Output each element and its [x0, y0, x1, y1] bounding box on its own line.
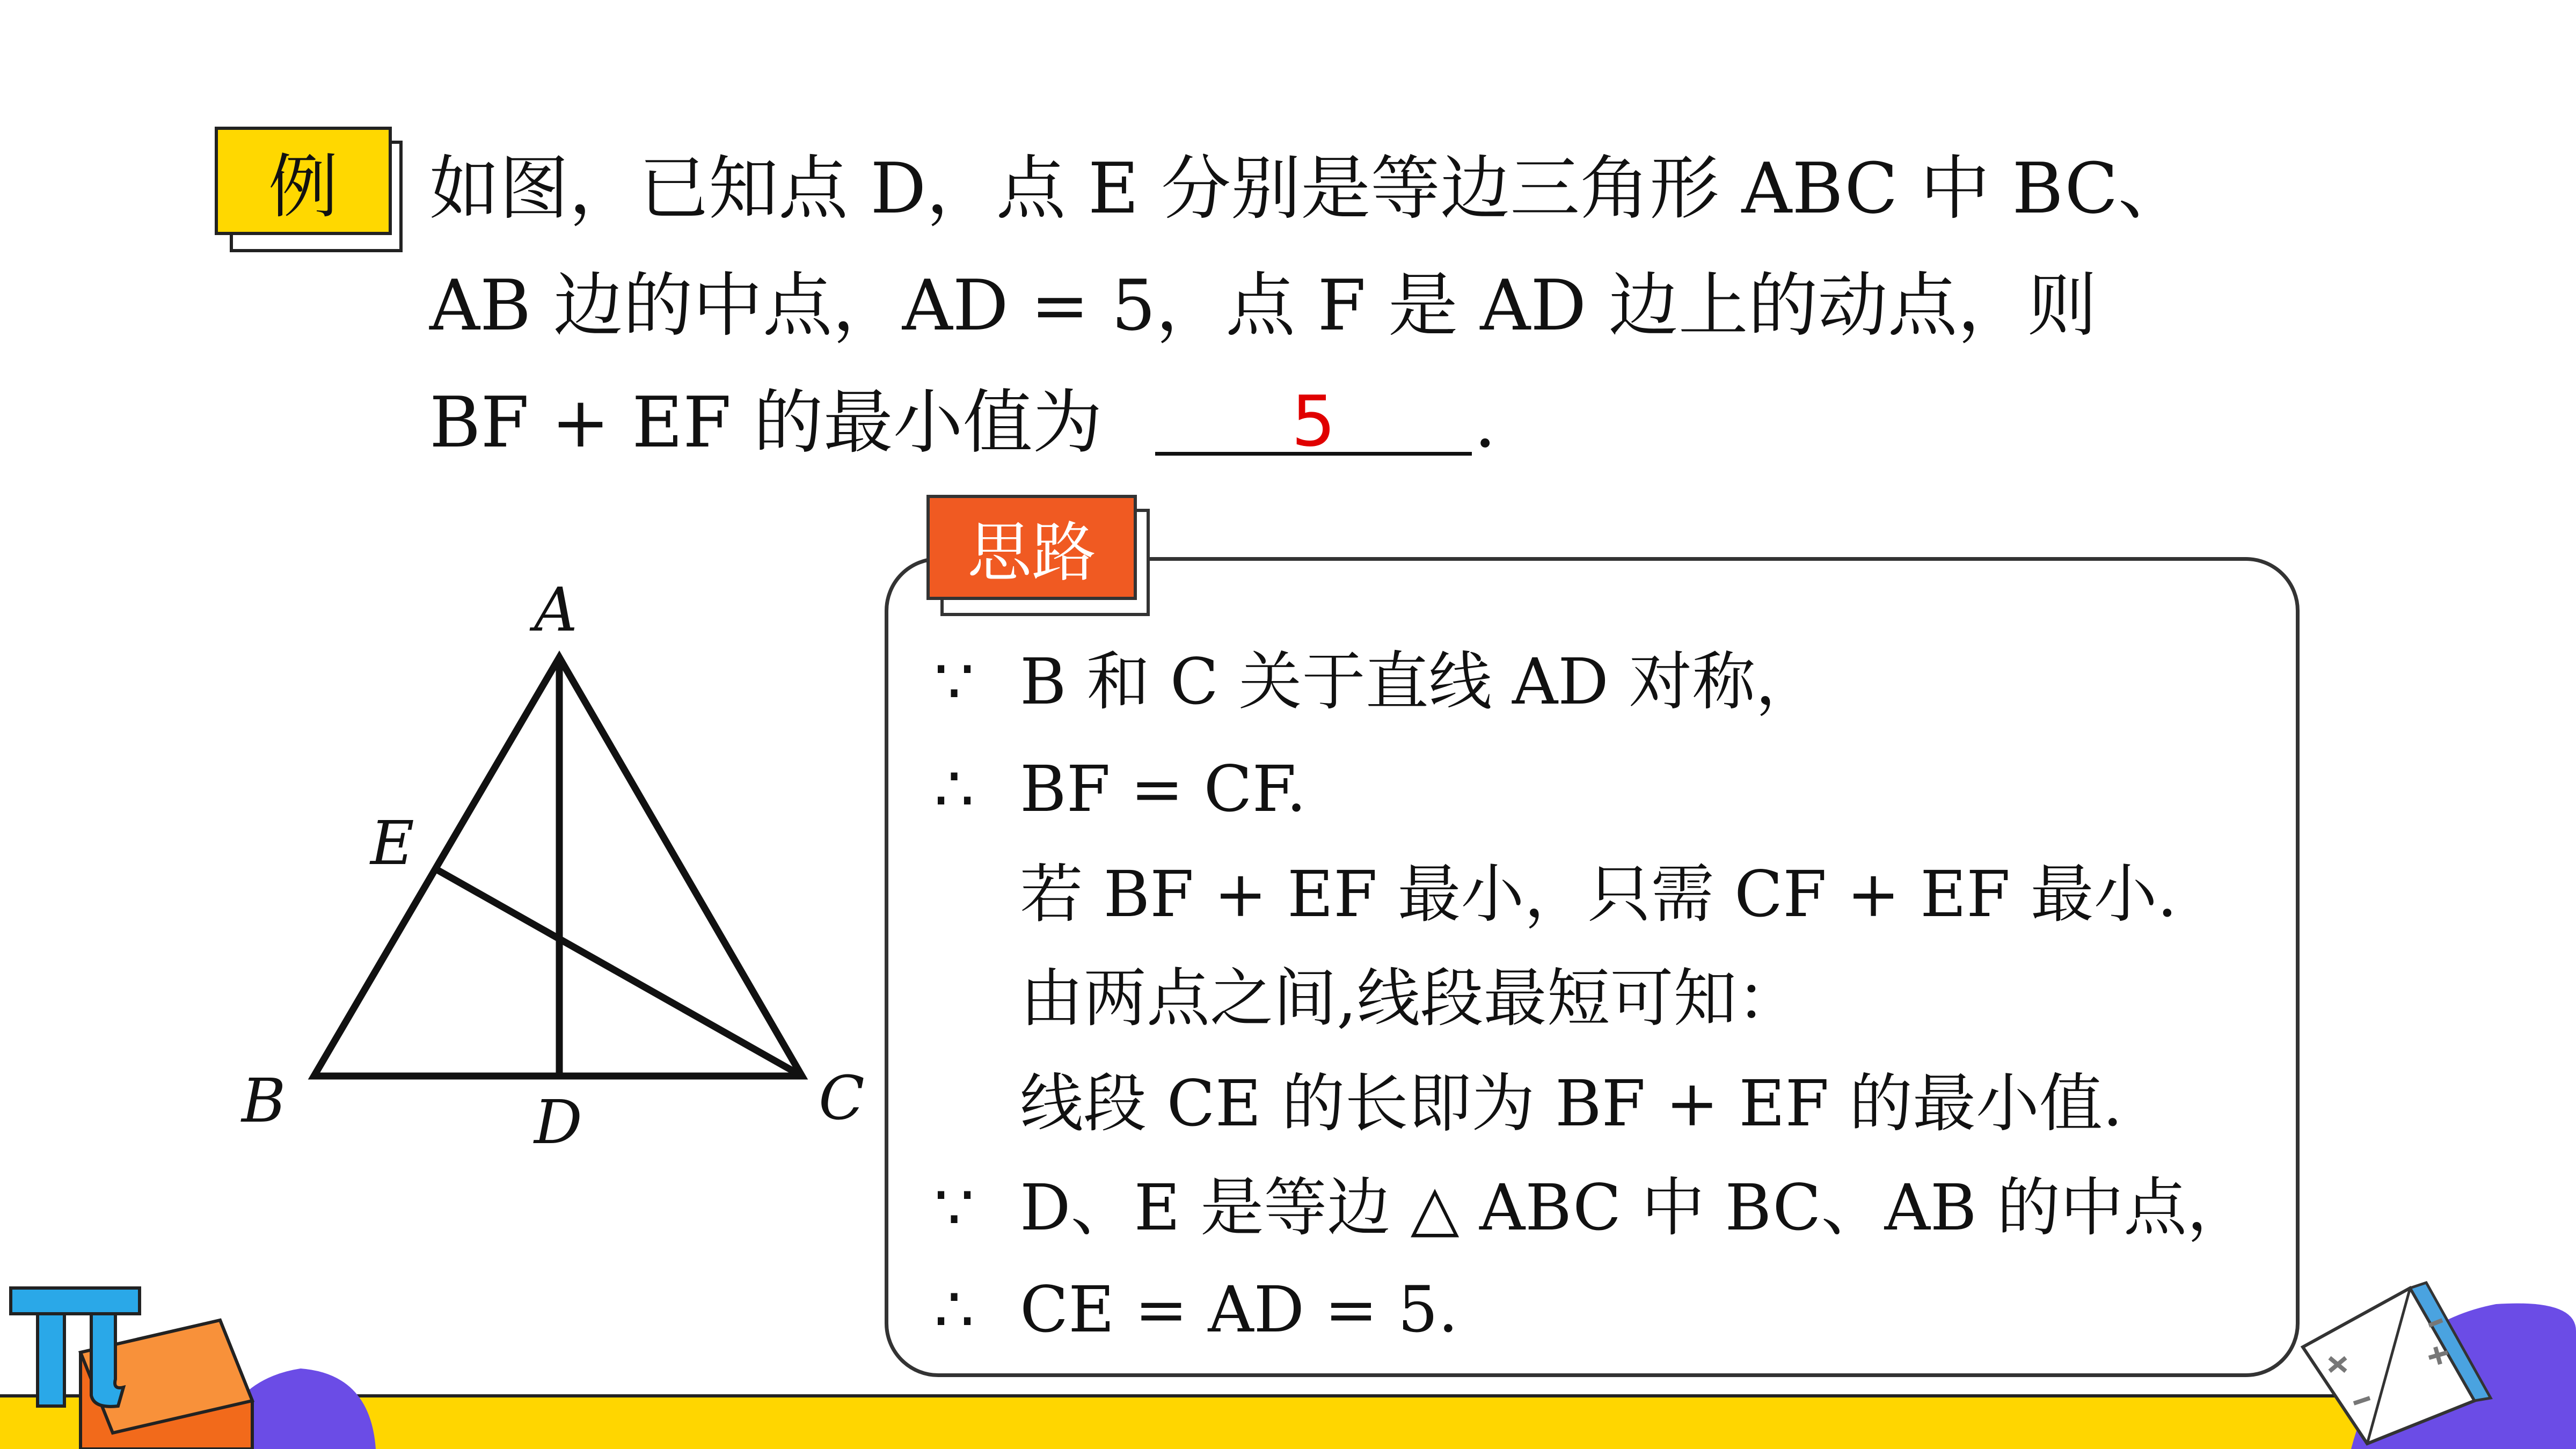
example-badge-label: 例 [268, 145, 338, 228]
pi-decoration [0, 1277, 376, 1449]
book-decoration [2244, 1267, 2576, 1449]
label-a: A [534, 575, 578, 645]
hint-line-6: ∵ D、E 是等边 △ ABC 中 BC、AB 的中点， [934, 1170, 2251, 1245]
label-d: D [534, 1088, 582, 1158]
question-line-1: 如图，已知点 D，点 E 分别是等边三角形 ABC 中 BC、 [429, 148, 2188, 229]
segment-ce [436, 869, 802, 1076]
bottom-band [0, 1394, 2576, 1449]
question-period: . [1474, 382, 1497, 463]
label-c: C [819, 1064, 865, 1133]
hint-line-1: ∵ B 和 C 关于直线 AD 对称， [934, 645, 1819, 719]
hint-tag [926, 495, 1137, 600]
question-line-3: BF + EF 的最小值为 [429, 382, 1103, 463]
answer-value: 5 [1291, 380, 1336, 462]
hint-line-3: 若 BF + EF 最小，只需 CF + EF 最小. [1020, 857, 2178, 931]
hint-tag-label: 思路 [967, 516, 1096, 590]
hint-line-5: 线段 CE 的长即为 BF + EF 的最小值. [1020, 1066, 2123, 1140]
because-symbol: ∵ [934, 1170, 975, 1245]
hint-line-7: ∴ CE = AD = 5. [934, 1272, 1458, 1346]
question-line-2: AB 边的中点，AD = 5，点 F 是 AD 边上的动点，则 [429, 265, 2097, 346]
hint-line-2: ∴ BF = CF. [934, 752, 1307, 826]
hint-line-4: 由两点之间,线段最短可知： [1020, 961, 1800, 1035]
label-e: E [370, 809, 414, 879]
therefore-symbol: ∴ [934, 1272, 975, 1346]
because-symbol: ∵ [934, 645, 975, 719]
therefore-symbol: ∴ [934, 752, 975, 826]
label-b: B [242, 1066, 286, 1136]
